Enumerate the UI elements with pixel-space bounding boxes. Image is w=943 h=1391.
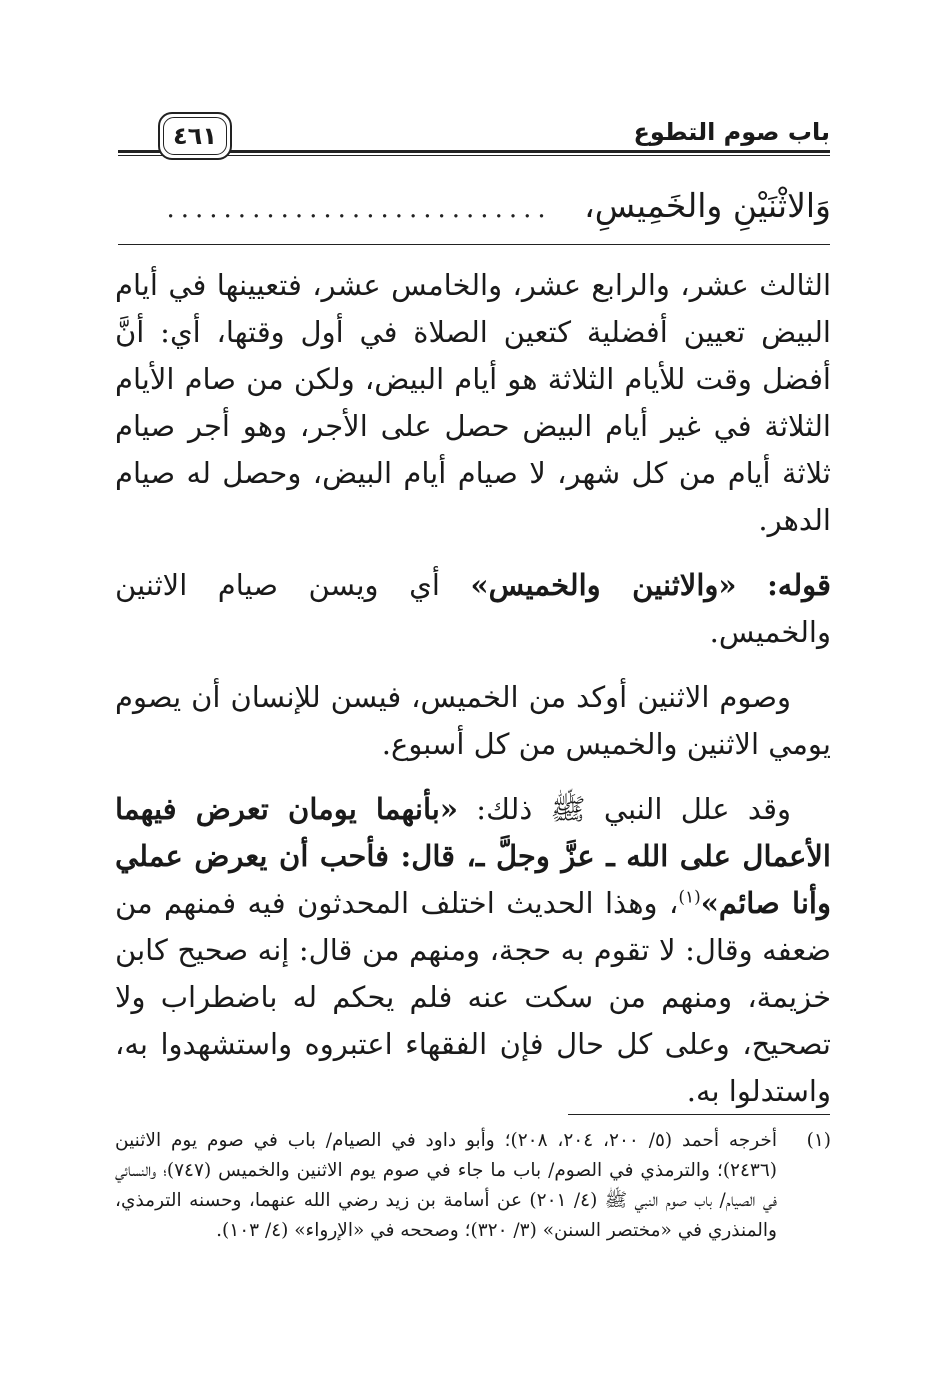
footnote-ref[interactable]: (١) (678, 887, 701, 908)
paragraph-4 (115, 786, 831, 1115)
paragraph-3: وصوم الاثنين أوكد من الخميس، فيسن للإنسان أن يصوم يومي الاثنين والخميس من كل أسبوع. (115, 680, 831, 761)
paragraph-1: الثالث عشر، والرابع عشر، والخامس عشر، فتعيينها في أيام البيض تعيين أفضلية كتعين الصلاة في أول وقتها، أي: أنَّ أفضل وقت للأيام الثلاثة هو أيام البيض، ولكن من صام الأيام الثلاثة في غير أيام البيض حصل على الأجر، وهو أجر صيام ثلاثة أيام من كل شهر، لا صيام أيام البيض، وحصل له صيام الدهر. (115, 268, 831, 537)
footnote-rule (568, 1114, 830, 1115)
chapter-title: باب صوم التطوع (633, 118, 830, 146)
paragraph-4-intro: وقد علل النبي ﷺ ذلك: (458, 792, 791, 826)
commentary-body (115, 262, 831, 1115)
paragraph-2 (115, 562, 831, 656)
matn-line (119, 182, 831, 230)
page-header (118, 108, 830, 168)
paragraph-2-text: أي ويسن صيام الاثنين والخميس. (115, 568, 831, 649)
matn-quote: «والاثنين والخميس» (470, 568, 737, 602)
footnote (115, 1126, 831, 1246)
page-number: ٤٦١ (158, 112, 232, 160)
footnote-number: (١) (806, 1130, 831, 1151)
hadith-quote: «بأنهما يومان تعرض فيهما الأعمال على الله ـ عزَّ وجلَّ ـ، قال: فأحب أن يعرض عملي وأنا صائم» (115, 792, 831, 920)
paragraph-4-text: ، وهذا الحديث اختلف المحدثون فيه فمنهم من ضعفه وقال: لا تقوم به حجة، ومنهم من قال: إنه صحيح كابن خزيمة، ومنهم من سكت عنه فلم يحكم له باضطراب ولا تصحيح، وعلى كل حال فإن الفقهاء اعتبروه واستشهدوا به، واستدلوا به. (115, 886, 831, 1108)
footnote-text: أخرجه أحمد (٥/ ٢٠٠، ٢٠٤، ٢٠٨)؛ وأبو داود في الصيام/ باب في صوم يوم الاثنين (٢٤٣٦)؛ والترمذي في الصوم/ باب ما جاء في صوم يوم الاثنين والخميس (٧٤٧)؛ والنسائي في الصيام/ باب صوم النبي ﷺ (٤/ ٢٠١) عن أسامة بن زيد رضي الله عنهما، وحسنه الترمذي، والمنذري في «مختصر السنن» (٣/ ٣٢٠)؛ وصححه في «الإرواء» (٤/ ١٠٣). (115, 1130, 778, 1241)
qawluhu-label: قوله: (767, 568, 832, 602)
matn-dots: ........................... (166, 194, 552, 224)
matn-text: وَالاثْنَيْنِ والخَمِيسِ، (584, 186, 831, 225)
matn-rule (118, 244, 830, 245)
